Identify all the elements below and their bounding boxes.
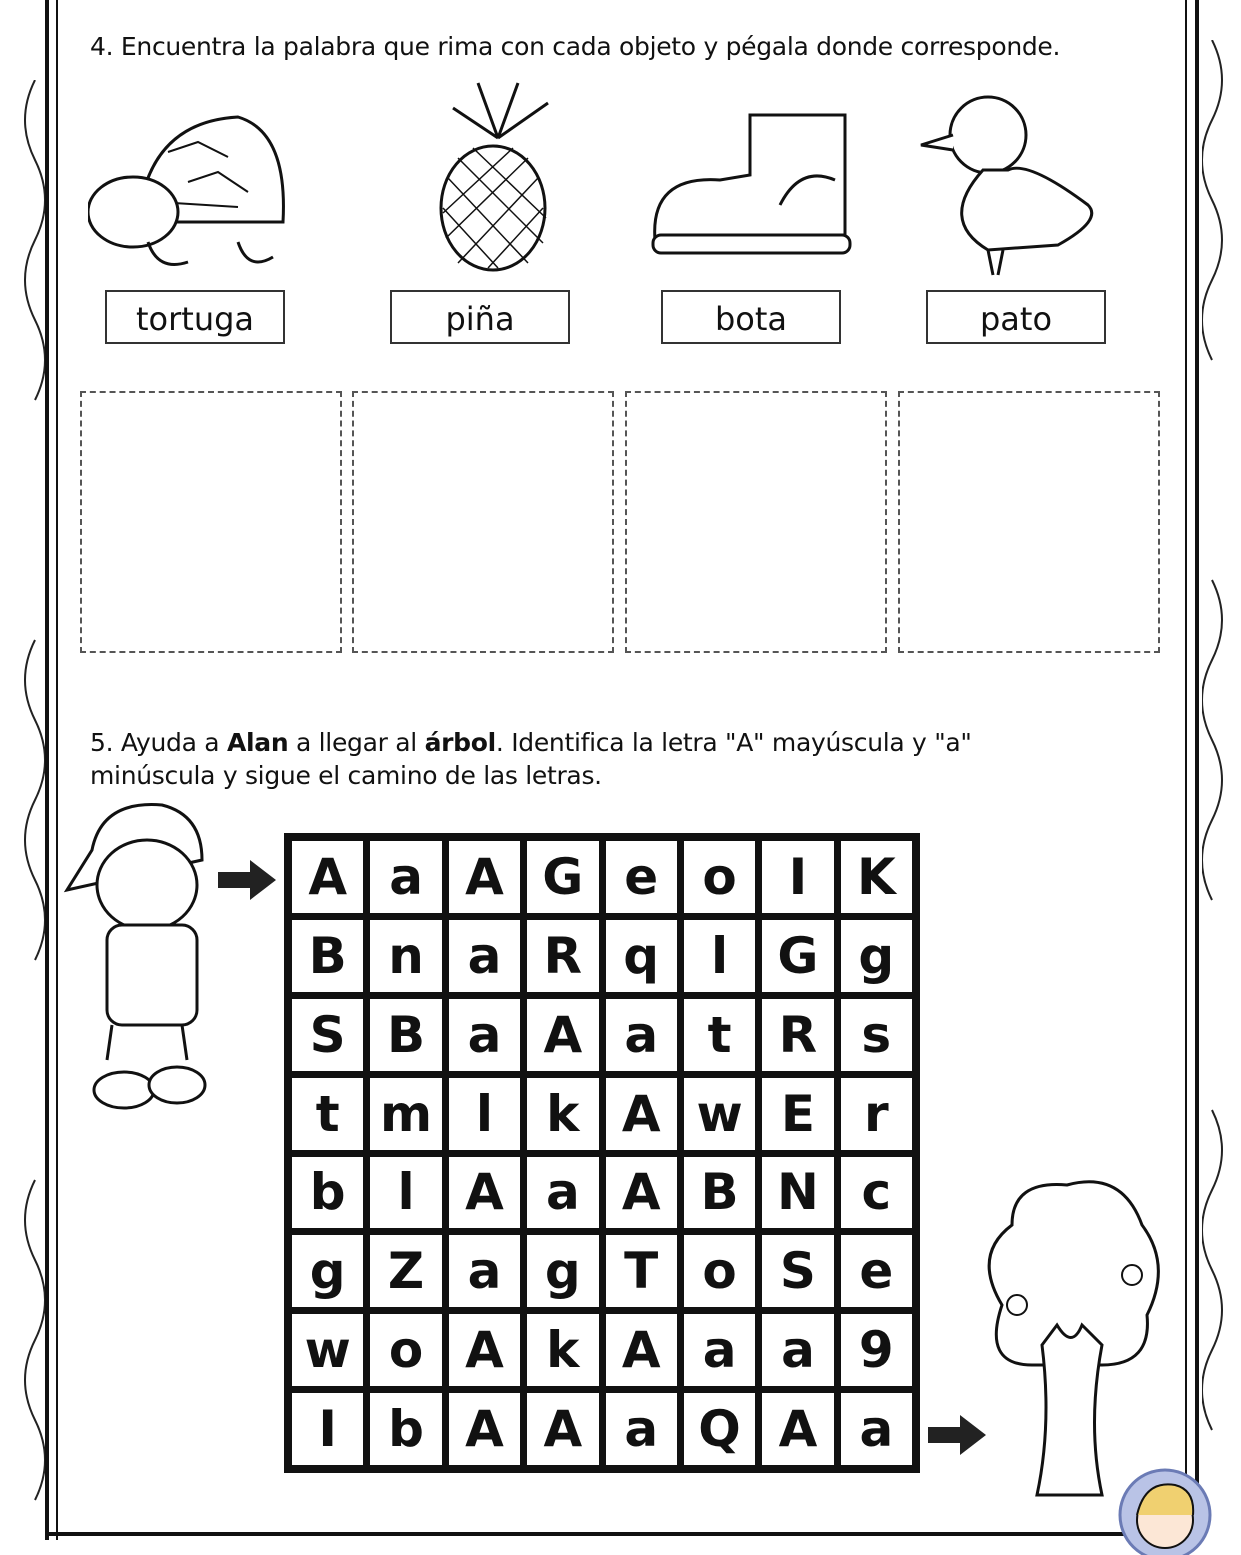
maze-cell[interactable]: B — [292, 920, 363, 992]
maze-cell[interactable]: o — [684, 841, 755, 913]
word-card-pina[interactable]: piña — [390, 290, 570, 344]
maze-cell[interactable]: A — [527, 1393, 598, 1465]
maze-cell[interactable]: R — [762, 999, 833, 1071]
word-card-tortuga[interactable]: tortuga — [105, 290, 285, 344]
word-card-bota[interactable]: bota — [661, 290, 841, 344]
maze-cell[interactable]: A — [449, 1314, 520, 1386]
maze-cell[interactable]: S — [292, 999, 363, 1071]
maze-cell[interactable]: a — [527, 1157, 598, 1229]
boy-alan-illustration — [62, 800, 217, 1120]
maze-cell[interactable]: A — [449, 1393, 520, 1465]
frame-bottom — [45, 1532, 1199, 1536]
maze-cell[interactable]: e — [606, 841, 677, 913]
maze-cell[interactable]: a — [606, 1393, 677, 1465]
maze-cell[interactable]: A — [292, 841, 363, 913]
maze-cell[interactable]: R — [527, 920, 598, 992]
frame-left-outer — [45, 0, 49, 1540]
maze-cell[interactable]: w — [292, 1314, 363, 1386]
maze-cell[interactable]: a — [762, 1314, 833, 1386]
maze-cell[interactable]: B — [684, 1157, 755, 1229]
maze-cell[interactable]: s — [841, 999, 912, 1071]
maze-cell[interactable]: B — [370, 999, 441, 1071]
maze-cell[interactable]: a — [370, 841, 441, 913]
maze-cell[interactable]: a — [606, 999, 677, 1071]
maze-cell[interactable]: b — [370, 1393, 441, 1465]
tree-illustration — [972, 1175, 1172, 1505]
maze-cell[interactable]: A — [606, 1078, 677, 1150]
maze-cell[interactable]: e — [841, 1235, 912, 1307]
maze-cell[interactable]: K — [841, 841, 912, 913]
maze-cell[interactable]: q — [606, 920, 677, 992]
maze-cell[interactable]: t — [292, 1078, 363, 1150]
maze-cell[interactable]: I — [292, 1393, 363, 1465]
pineapple-illustration — [438, 78, 558, 273]
maze-cell[interactable]: t — [684, 999, 755, 1071]
paste-box-4[interactable] — [898, 391, 1160, 653]
maze-cell[interactable]: Z — [370, 1235, 441, 1307]
maze-cell[interactable]: m — [370, 1078, 441, 1150]
boot-illustration — [650, 105, 855, 265]
maze-cell[interactable]: S — [762, 1235, 833, 1307]
maze-cell[interactable]: G — [527, 841, 598, 913]
maze-cell[interactable]: A — [606, 1157, 677, 1229]
maze-cell[interactable]: l — [449, 1078, 520, 1150]
maze-cell[interactable]: g — [527, 1235, 598, 1307]
maze-cell[interactable]: g — [841, 920, 912, 992]
exercise-5-instruction — [90, 726, 1090, 792]
maze-cell[interactable]: A — [606, 1314, 677, 1386]
maze-cell[interactable]: o — [370, 1314, 441, 1386]
maze-cell[interactable]: a — [449, 920, 520, 992]
start-arrow-icon — [218, 858, 278, 902]
instruction-text: . Identifica la letra "A" mayúscula y "a" minúscula y sigue el camino de las letras. — [90, 728, 972, 790]
frame-right-inner — [1185, 0, 1187, 1540]
maze-cell[interactable]: l — [684, 920, 755, 992]
maze-cell[interactable]: c — [841, 1157, 912, 1229]
frame-left-inner — [56, 0, 58, 1540]
maze-cell[interactable]: A — [449, 841, 520, 913]
maze-cell[interactable]: a — [449, 999, 520, 1071]
maze-cell[interactable]: w — [684, 1078, 755, 1150]
maze-cell[interactable]: N — [762, 1157, 833, 1229]
maze-cell[interactable]: G — [762, 920, 833, 992]
maze-cell[interactable]: n — [370, 920, 441, 992]
maze-cell[interactable]: a — [841, 1393, 912, 1465]
maze-cell[interactable]: A — [527, 999, 598, 1071]
maze-cell[interactable]: r — [841, 1078, 912, 1150]
maze-cell[interactable]: I — [762, 841, 833, 913]
maze-cell[interactable]: T — [606, 1235, 677, 1307]
letter-maze-grid — [284, 833, 920, 1473]
maze-cell[interactable]: k — [527, 1078, 598, 1150]
maze-cell[interactable]: k — [527, 1314, 598, 1386]
paste-box-2[interactable] — [352, 391, 614, 653]
left-curl-border-icon — [5, 80, 45, 1530]
maze-cell[interactable]: A — [762, 1393, 833, 1465]
maze-cell[interactable]: b — [292, 1157, 363, 1229]
maze-cell[interactable]: l — [370, 1157, 441, 1229]
author-logo-avatar — [1115, 1465, 1215, 1555]
duck-illustration — [918, 90, 1103, 280]
maze-cell[interactable]: 9 — [841, 1314, 912, 1386]
paste-box-1[interactable] — [80, 391, 342, 653]
right-curl-border-icon — [1202, 40, 1241, 1490]
maze-cell[interactable]: g — [292, 1235, 363, 1307]
maze-cell[interactable]: A — [449, 1157, 520, 1229]
turtle-illustration — [88, 112, 288, 277]
maze-cell[interactable]: Q — [684, 1393, 755, 1465]
maze-cell[interactable]: o — [684, 1235, 755, 1307]
maze-cell[interactable]: a — [449, 1235, 520, 1307]
instruction-name-alan: Alan — [226, 728, 289, 757]
maze-cell[interactable]: E — [762, 1078, 833, 1150]
frame-right-outer — [1195, 0, 1199, 1540]
instruction-text: 5. Ayuda a — [90, 728, 227, 757]
paste-box-3[interactable] — [625, 391, 887, 653]
word-card-pato[interactable]: pato — [926, 290, 1106, 344]
maze-cell[interactable]: a — [684, 1314, 755, 1386]
exercise-4-instruction: 4. Encuentra la palabra que rima con cada objeto y pégala donde corresponde. — [90, 32, 1061, 61]
instruction-word-arbol: árbol — [424, 728, 496, 757]
instruction-text: a llegar al — [288, 728, 425, 757]
